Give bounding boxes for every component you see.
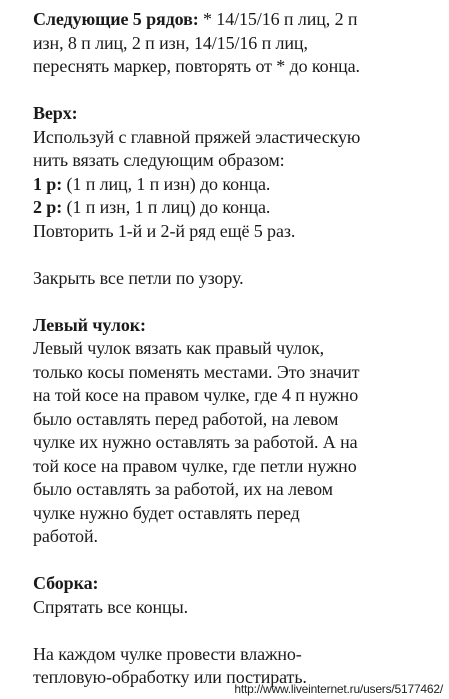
top-line-1: Используй с главной пряжей эластическую bbox=[33, 126, 361, 147]
watermark-link[interactable]: http://www.liveinternet.ru/users/5177462/ bbox=[234, 682, 443, 696]
left-stocking-line: работой. bbox=[33, 526, 98, 546]
assembly-line-3: тепловую-обработку или постирать. bbox=[33, 667, 307, 687]
spacer bbox=[33, 619, 433, 643]
assembly-line-2: На каждом чулке провести влажно- bbox=[33, 643, 302, 664]
assembly-line-1: Спрятать все концы. bbox=[33, 596, 188, 617]
top-line-2: нить вязать следующим образом: bbox=[33, 150, 285, 170]
next-rows-heading: Следующие 5 рядов: bbox=[33, 9, 199, 29]
left-stocking-heading: Левый чулок: bbox=[33, 314, 146, 335]
left-stocking-line: было оставлять перед работой, на левом bbox=[33, 408, 339, 429]
spacer bbox=[33, 79, 433, 103]
left-stocking-line: было оставлять за работой, их на левом bbox=[33, 479, 333, 499]
left-stocking-line: Левый чулок вязать как правый чулок, bbox=[33, 338, 324, 358]
document-page bbox=[33, 8, 433, 690]
row-2-text: (1 п изн, 1 п лиц) до конца. bbox=[62, 197, 271, 217]
spacer bbox=[33, 549, 433, 573]
next-rows-text-1: * 14/15/16 п лиц, 2 п bbox=[198, 9, 358, 29]
assembly-heading: Сборка: bbox=[33, 573, 99, 593]
spacer bbox=[33, 243, 433, 267]
bind-off-line: Закрыть все петли по узору. bbox=[33, 267, 244, 288]
row-1-label: 1 р: bbox=[33, 173, 63, 194]
next-rows-line-1 bbox=[33, 8, 433, 32]
row-1-text: (1 п лиц, 1 п изн) до конца. bbox=[62, 173, 271, 194]
left-stocking-line: той косе на правом чулке, где петли нужно bbox=[33, 455, 357, 476]
top-heading: Верх: bbox=[33, 103, 78, 123]
next-rows-line-3: переснять маркер, повторять от * до конца. bbox=[33, 56, 360, 76]
left-stocking-line: чулке их нужно оставлять за работой. А на bbox=[33, 432, 358, 452]
top-repeat-line: Повторить 1-й и 2-й ряд ещё 5 раз. bbox=[33, 220, 296, 241]
top-row-2 bbox=[33, 196, 433, 220]
row-2-label: 2 р: bbox=[33, 197, 63, 217]
left-stocking-line: на той косе на правом чулке, где 4 п нужно bbox=[33, 385, 359, 405]
top-row-1 bbox=[33, 173, 433, 197]
spacer bbox=[33, 290, 433, 314]
left-stocking-line: только косы поменять местами. Это значит bbox=[33, 361, 360, 382]
left-stocking-line: чулке нужно будет оставлять перед bbox=[33, 502, 300, 523]
next-rows-line-2: изн, 8 п лиц, 2 п изн, 14/15/16 п лиц, bbox=[33, 32, 308, 53]
